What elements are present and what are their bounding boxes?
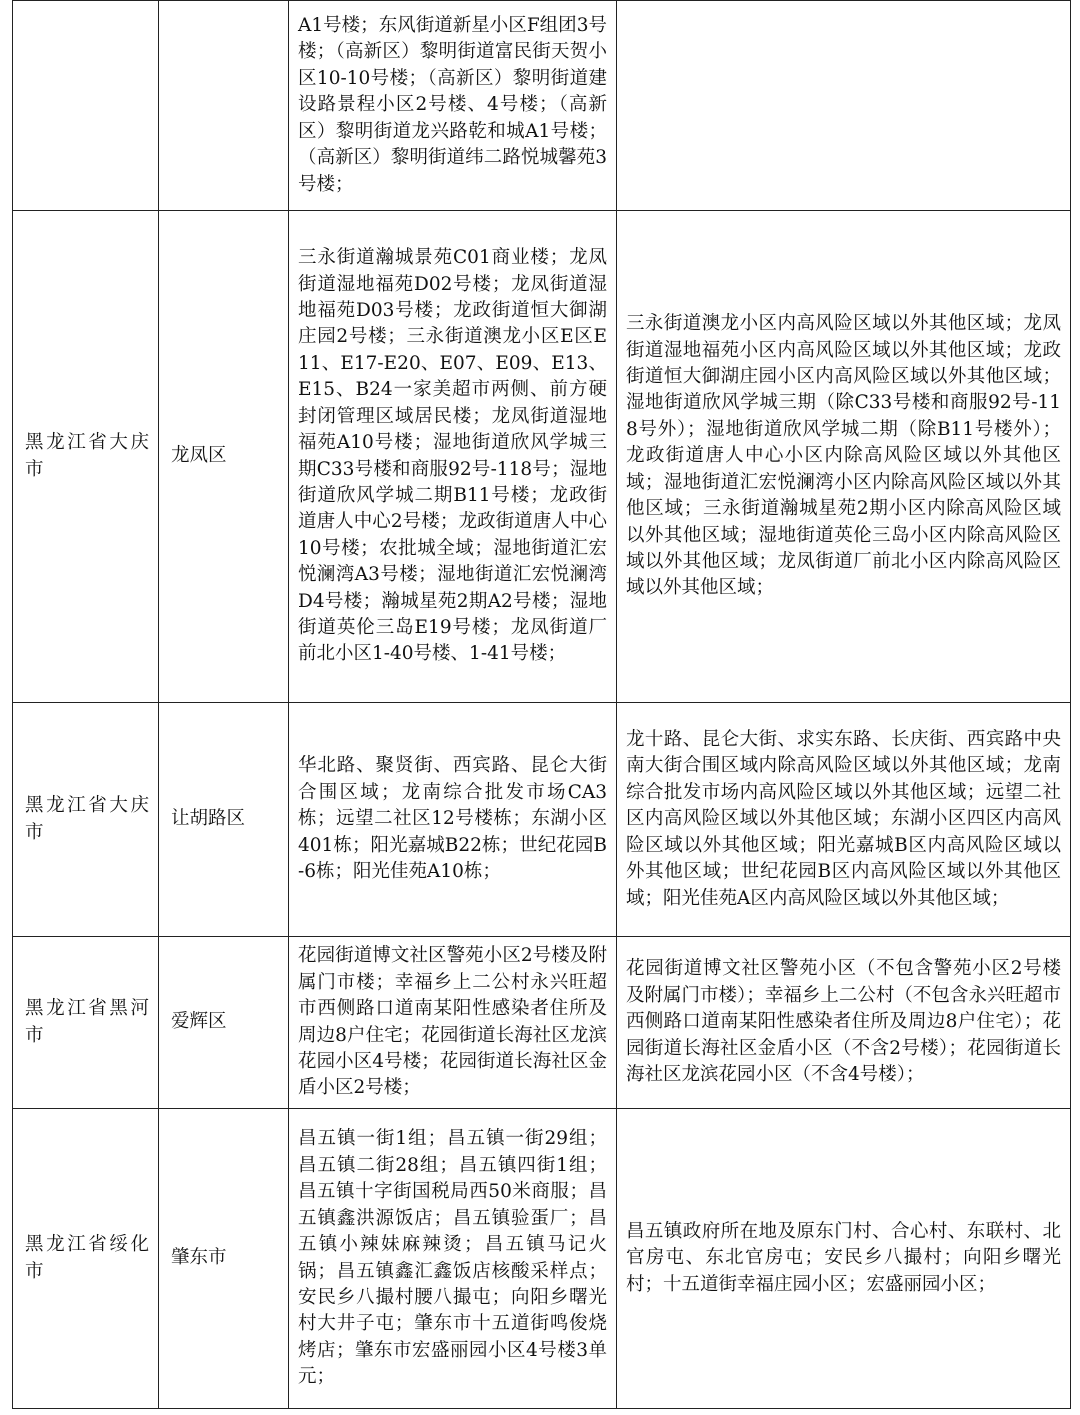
table-row — [13, 937, 1071, 1109]
district-cell — [159, 1, 289, 211]
table-row — [13, 1109, 1071, 1409]
table-row — [13, 211, 1071, 703]
district-cell: 龙凤区 — [159, 211, 289, 703]
medium-risk-cell: 龙十路、昆仑大街、求实东路、长庆街、西宾路中央南大街合围区域内除高风险区域以外其他区域；龙南综合批发市场内高风险区域以外其他区域；远望二社区内高风险区域以外其他区域；东湖小区四区内高风险区域以外其他区域；阳光嘉城B区内高风险区域以外其他区域；世纪花园B区内高风险区域以外其他区域；阳光佳苑A区内高风险区域以外其他区域； — [617, 703, 1071, 937]
medium-risk-cell: 三永街道澳龙小区内高风险区域以外其他区域；龙凤街道湿地福苑小区内高风险区域以外其他区域；龙政街道恒大御湖庄园小区内高风险区域以外其他区域；湿地街道欣风学城三期（除C33号楼和商服92号-118号外）；湿地街道欣风学城二期（除B11号楼外）；龙政街道唐人中心小区内除高风险区域以外其他区域；湿地街道汇宏悦澜湾小区内除高风险区域以外其他区域；三永街道瀚城星苑2期小区内除高风险区域以外其他区域；湿地街道英伦三岛小区内除高风险区域以外其他区域；龙凤街道厂前北小区内除高风险区域以外其他区域； — [617, 211, 1071, 703]
high-risk-cell: A1号楼；东风街道新星小区F组团3号楼；（高新区）黎明街道富民街天贺小区10-10号楼；（高新区）黎明街道建设路景程小区2号楼、4号楼；（高新区）黎明街道龙兴路乾和城A1号楼；（高新区）黎明街道纬二路悦城馨苑3号楼； — [289, 1, 617, 211]
city-cell: 黑龙江省黑河市 — [13, 937, 159, 1109]
risk-area-table — [12, 0, 1071, 1409]
city-cell: 黑龙江省大庆市 — [13, 211, 159, 703]
high-risk-cell: 昌五镇一街1组；昌五镇一街29组；昌五镇二街28组；昌五镇四街1组；昌五镇十字街国税局西50米商服；昌五镇鑫洪源饭店；昌五镇验蛋厂；昌五镇小辣妹麻辣烫；昌五镇马记火锅；昌五镇鑫汇鑫饭店核酸采样点；安民乡八撮村腰八撮屯；向阳乡曙光村大井子屯；肇东市十五道街鸣俊烧烤店；肇东市宏盛丽园小区4号楼3单元； — [289, 1109, 617, 1409]
district-cell: 爱辉区 — [159, 937, 289, 1109]
district-cell: 让胡路区 — [159, 703, 289, 937]
high-risk-cell: 三永街道瀚城景苑C01商业楼；龙凤街道湿地福苑D02号楼；龙凤街道湿地福苑D03号楼；龙政街道恒大御湖庄园2号楼；三永街道澳龙小区E区E11、E17-E20、E07、E09、E13、E15、B24一家美超市两侧、前方硬封闭管理区域居民楼；龙凤街道湿地福苑A10号楼；湿地街道欣风学城三期C33号楼和商服92号-118号；湿地街道欣风学城二期B11号楼；龙政街道唐人中心2号楼；龙政街道唐人中心10号楼；农批城全域；湿地街道汇宏悦澜湾A3号楼；湿地街道汇宏悦澜湾D4号楼；瀚城星苑2期A2号楼；湿地街道英伦三岛E19号楼；龙凤街道厂前北小区1-40号楼、1-41号楼； — [289, 211, 617, 703]
medium-risk-cell — [617, 1, 1071, 211]
table-row — [13, 1, 1071, 211]
high-risk-cell: 花园街道博文社区警苑小区2号楼及附属门市楼；幸福乡上二公村永兴旺超市西侧路口道南某阳性感染者住所及周边8户住宅；花园街道长海社区龙滨花园小区4号楼；花园街道长海社区金盾小区2号楼； — [289, 937, 617, 1109]
high-risk-cell: 华北路、聚贤街、西宾路、昆仑大街合围区域；龙南综合批发市场CA3栋；远望二社区12号楼栋；东湖小区401栋；阳光嘉城B22栋；世纪花园B-6栋；阳光佳苑A10栋； — [289, 703, 617, 937]
city-cell: 黑龙江省绥化市 — [13, 1109, 159, 1409]
table-row — [13, 703, 1071, 937]
city-cell — [13, 1, 159, 211]
district-cell: 肇东市 — [159, 1109, 289, 1409]
medium-risk-cell: 花园街道博文社区警苑小区（不包含警苑小区2号楼及附属门市楼）；幸福乡上二公村（不包含永兴旺超市西侧路口道南某阳性感染者住所及周边8户住宅）；花园街道长海社区金盾小区（不含2号楼）；花园街道长海社区龙滨花园小区（不含4号楼）； — [617, 937, 1071, 1109]
medium-risk-cell: 昌五镇政府所在地及原东门村、合心村、东联村、北官房屯、东北官房屯；安民乡八撮村；向阳乡曙光村；十五道街幸福庄园小区；宏盛丽园小区； — [617, 1109, 1071, 1409]
city-cell: 黑龙江省大庆市 — [13, 703, 159, 937]
